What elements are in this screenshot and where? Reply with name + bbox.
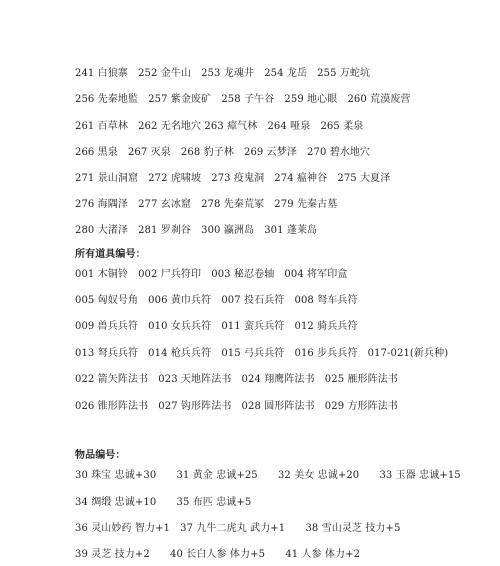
tool-list-line-2: 005 匈奴号角 006 黄巾兵符 007 投石兵符 008 弩车兵符 (75, 295, 358, 306)
location-list-line-6: 276 海隅泽 277 玄冰窟 278 先秦荒冢 279 先秦古墓 (75, 199, 338, 210)
item-list-line-3: 36 灵山妙药 智力+1 37 九牛二虎丸 武力+1 38 雪山灵芝 技力+5 (75, 523, 401, 534)
location-list-line-2: 256 先秦地監 257 紫金废矿 258 子午谷 259 地心眼 260 荒漠废营 (75, 94, 411, 105)
items-heading: 物品编号： (75, 450, 126, 461)
tool-list-line-3: 009 兽兵兵符 010 女兵兵符 011 蛮兵兵符 012 骑兵兵符 (75, 321, 358, 332)
tool-list-line-4: 013 弩兵兵符 014 枪兵兵符 015 弓兵兵符 016 步兵兵符 017-021(新兵种) (75, 348, 449, 359)
item-list-line-1: 30 珠宝 忠诚+30 31 黄金 忠诚+25 32 美女 忠诚+20 33 玉器 忠诚+15 (75, 470, 461, 481)
location-list-line-1: 241 白狼寨 252 金牛山 253 龙魂井 254 龙岳 255 万蛇坑 (75, 68, 371, 79)
tools-heading: 所有道具编号： (75, 249, 146, 260)
location-list-line-4: 266 黑泉 267 灭泉 268 豹子林 269 云梦泽 270 碧水地穴 (75, 147, 371, 158)
item-list-line-4: 39 灵芝 技力+2 40 长白人参 体力+5 41 人参 体力+2 (75, 549, 361, 560)
location-list-line-7: 280 大渚泽 281 罗刹谷 300 瀛洲岛 301 蓬莱岛 (75, 225, 318, 236)
tool-list-line-5: 022 箭矢阵法书 023 天地阵法书 024 翔鹰阵法书 025 雁形阵法书 (75, 374, 398, 385)
location-list-line-5: 271 景山洞窟 272 虎啸坡 273 疫鬼洞 274 瘟神谷 275 大夏泽 (75, 173, 391, 184)
tool-list-line-6: 026 锥形阵法书 027 钩形阵法书 028 圆形阵法书 029 方形阵法书 (75, 401, 398, 412)
location-list-line-3: 261 百草林 262 无名地穴 263 瘴气林 264 哑泉 265 柔泉 (75, 121, 364, 132)
item-list-line-2: 34 绸缎 忠诚+10 35 布匹 忠诚+5 (75, 497, 252, 508)
tool-list-line-1: 001 木铜铃 002 尸兵符印 003 秘忍卷轴 004 将军印盒 (75, 269, 348, 280)
